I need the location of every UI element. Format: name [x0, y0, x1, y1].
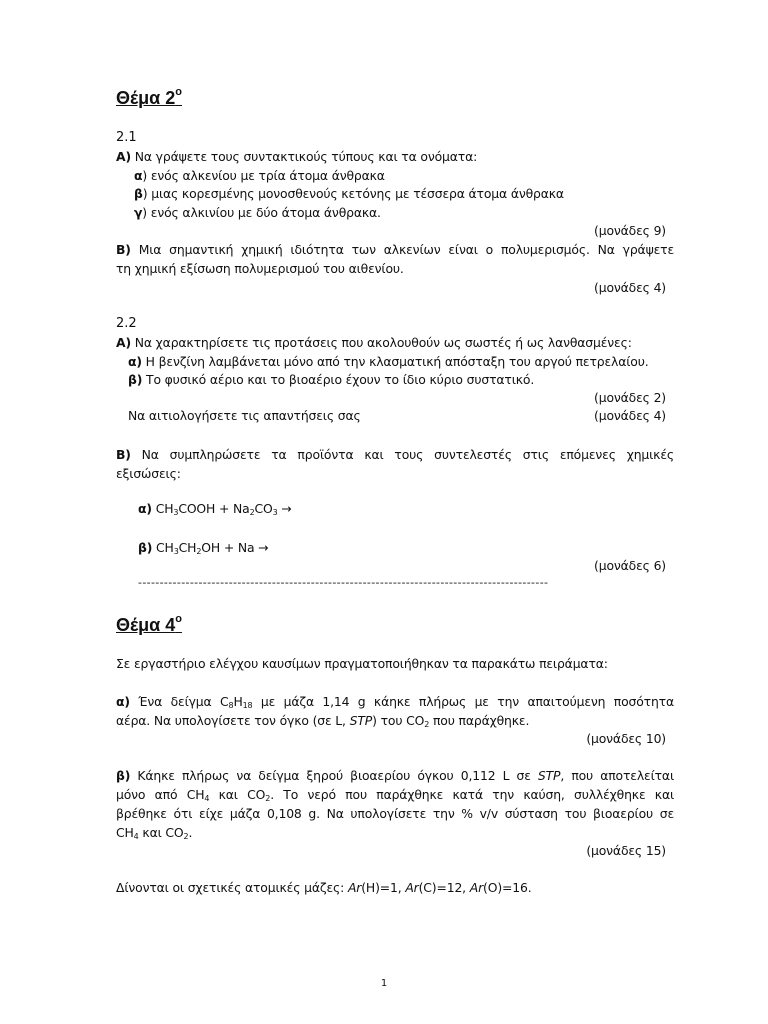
page-number: 1: [380, 978, 388, 989]
question-2-1-b: Β) Μια σημαντική χημική ιδιότητα των αλκενίων είναι ο πολυμερισμός. Να γράψετε τη χημική εξίσωση πολυμερισμού του αιθενίου.: [116, 242, 674, 276]
document-page: [116, 0, 676, 1024]
marks-2-2-a-1: (μονάδες 2): [594, 390, 666, 405]
question-2-1-a: Α) Να γράψετε τους συντακτικούς τύπους και τα ονόματα:: [116, 149, 478, 164]
item-2-2-a-alpha: α) Η βενζίνη λαμβάνεται μόνο από την κλασματική απόσταξη του αργού πετρελαίου.: [128, 354, 649, 369]
question-2-2-a: Α) Να χαρακτηρίσετε τις προτάσεις που ακολουθούν ως σωστές ή ως λανθασμένες:: [116, 335, 632, 350]
theme-4-intro: Σε εργαστήριο ελέγχου καυσίμων πραγματοποιήθηκαν τα παρακάτω πειράματα:: [116, 656, 608, 671]
marks-4-b: (μονάδες 15): [586, 843, 666, 858]
question-2-2-b: Β) Να συμπληρώσετε τα προϊόντα και τους συντελεστές στις επόμενες χημικές εξισώσεις:: [116, 447, 674, 481]
marks-4-a: (μονάδες 10): [586, 731, 666, 746]
justify-instruction: Να αιτιολογήσετε τις απαντήσεις σας: [128, 408, 361, 423]
subsection-number-2-2: 2.2: [116, 316, 137, 331]
section-title-theme-4: Θέμα $4^o$: [116, 613, 182, 635]
subsection-number-2-1: 2.1: [116, 130, 137, 145]
item-2-1-a-gamma: γ) ενός αλκινίου με δύο άτομα άνθρακα.: [134, 205, 381, 220]
equation-beta: β) $CH_3CH_2OH + Na$ →: [138, 540, 269, 556]
item-2-1-a-alpha: α) ενός αλκενίου με τρία άτομα άνθρακα: [134, 168, 385, 183]
marks-2-2-a-2: (μονάδες 4): [594, 408, 666, 423]
marks-2-2-b: (μονάδες 6): [594, 558, 666, 573]
question-4-a: α) Ένα δείγμα $C_8H_{18}$ με μάζα 1,14 g κάηκε πλήρως με την απαιτούμενη ποσότητα αέρα. Να υπολογίσετε τον όγκο (σε L, STP) του $CO_2$ που παράχθηκε.: [116, 694, 674, 729]
section-separator: -----------------------------------------------------------------------------------------------: [138, 576, 549, 589]
atomic-masses-given: Δίνονται οι σχετικές ατομικές μάζες: Ar(H)=1, Ar(C)=12, Ar(O)=16.: [116, 880, 532, 895]
item-2-2-a-beta: β) Το φυσικό αέριο και το βιοαέριο έχουν το ίδιο κύριο συστατικό.: [128, 372, 535, 387]
item-2-1-a-beta: β) μιας κορεσμένης μονοσθενούς κετόνης με τέσσερα άτομα άνθρακα: [134, 186, 564, 201]
question-4-b: β) Κάηκε πλήρως να δείγμα ξηρού βιοαερίου όγκου 0,112 L σε STP, που αποτελείται μόνο από $CH_4$ και $CO_2$. Το νερό που παράχθηκε κατά την καύση, συλλέχθηκε και βρέθηκε ότι είχε μάζα 0,108 g. Να υπολογίσετε την % v/v σύσταση του βιοαερίου σε $CH_4$ και $CO_2$.: [116, 768, 675, 841]
equation-alpha: α) $CH_3COOH + Na_2CO_3$ →: [138, 501, 292, 517]
section-title-theme-2: Θέμα $2^o$: [116, 86, 182, 108]
marks-2-1-b: (μονάδες 4): [594, 280, 666, 295]
marks-2-1-a: (μονάδες 9): [594, 223, 666, 238]
